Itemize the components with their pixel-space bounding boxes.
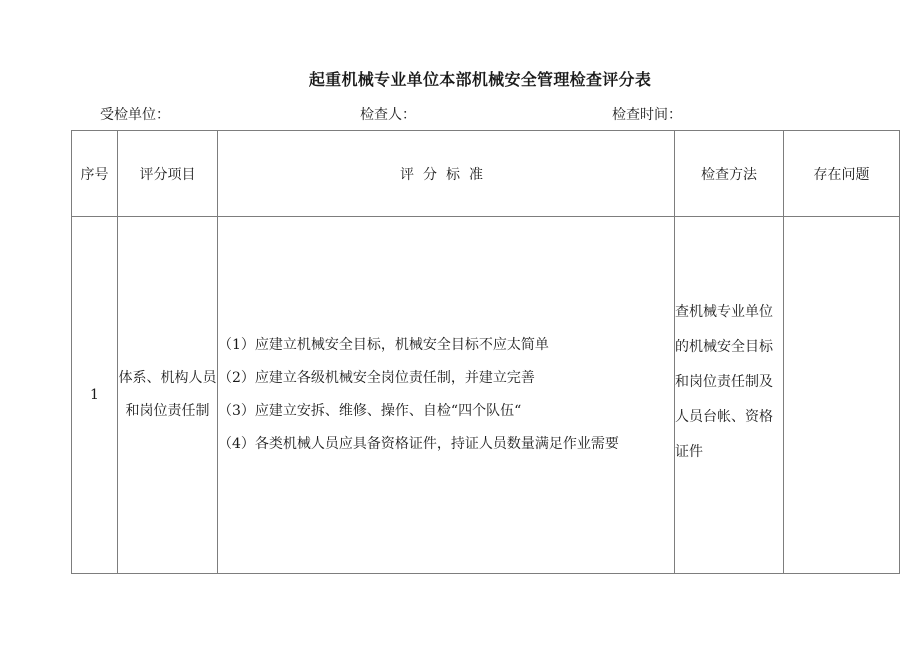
row-criteria: [218, 217, 675, 574]
header-method: 检查方法: [675, 131, 784, 217]
inspected-unit-label: 受检单位：: [100, 107, 170, 123]
inspection-time-label: 检查时间：: [612, 107, 682, 123]
inspector-label: 检查人：: [360, 107, 416, 123]
header-seq: 序号: [72, 131, 118, 217]
criteria-line: （2）应建立各级机械安全岗位责任制，并建立完善: [218, 370, 535, 386]
table-row: [72, 217, 900, 574]
criteria-line: （4）各类机械人员应具备资格证件，持证人员数量满足作业需要: [218, 436, 619, 452]
row-method-text: 查机械专业单位的机械安全目标和岗位责任制及人员台帐、资格证件: [675, 303, 773, 460]
scoring-table: [71, 130, 900, 574]
row-method: [675, 217, 784, 574]
criteria-line: （3）应建立安拆、维修、操作、自检“四个队伍“: [218, 403, 522, 419]
row-issues: [784, 217, 900, 574]
row-seq: 1: [72, 217, 118, 574]
header-standard: 评分标准: [218, 131, 675, 217]
header-issues: 存在问题: [784, 131, 900, 217]
header-item: 评分项目: [118, 131, 218, 217]
table-header-row: [72, 131, 900, 217]
criteria-line: （1）应建立机械安全目标，机械安全目标不应太简单: [218, 337, 549, 353]
row-item: 体系、机构人员和岗位责任制: [118, 217, 218, 574]
document-title: 起重机械专业单位本部机械安全管理检查评分表: [308, 70, 652, 89]
